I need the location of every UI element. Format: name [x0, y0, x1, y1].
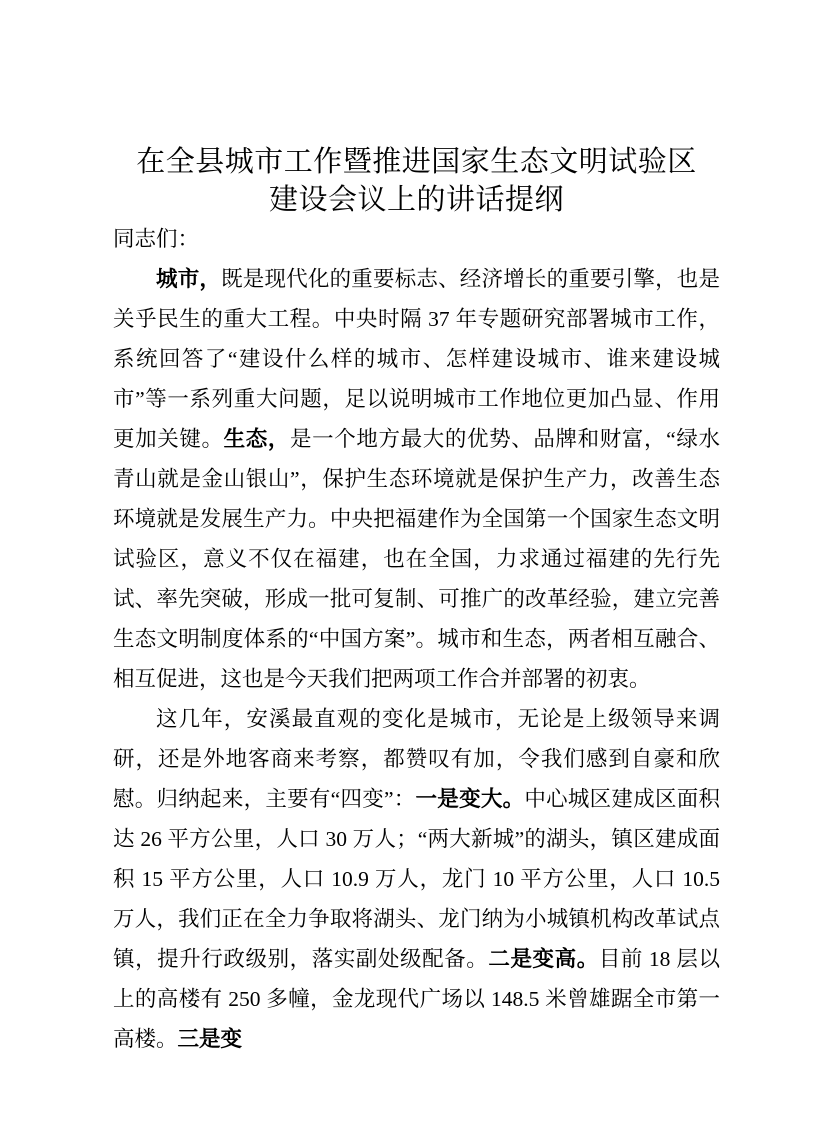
document-title [113, 143, 720, 219]
paragraph [113, 699, 720, 1059]
bold-run: 一是变大。 [415, 787, 525, 811]
text-run: 既是现代化的重要标志、经济增长的重要引擎，也是关乎民生的重大工程。中央时隔 37 年专题研究部署城市工作，系统回答了“建设什么样的城市、怎样建设城市、谁来建设城市”等一系列重大问题，足以说明城市工作地位更加凸显、作用更加关键。 [113, 267, 720, 451]
salutation: 同志们： [113, 227, 200, 251]
title-line-2: 建设会议上的讲话提纲 [268, 184, 564, 216]
text-run: 中心城区建成区面积达 26 平方公里，人口 30 万人；“两大新城”的湖头，镇区建成面积 15 平方公里，人口 10.9 万人，龙门 10 平方公里，人口 10.5 万人，我们正在全力争取将湖头、龙门纳为小城镇机构改革试点镇，提升行政级别，落实副处级配备。 [113, 787, 720, 971]
document-body [113, 259, 720, 1059]
text-run: 这几年，安溪最直观的变化是城市，无论是上级领导来调研，还是外地客商来考察，都赞叹有加，令我们感到自豪和欣慰。归纳起来，主要有“四变”： [113, 707, 720, 811]
text-run: 是一个地方最大的优势、品牌和财富，“绿水青山就是金山银山”，保护生态环境就是保护生产力，改善生态环境就是发展生产力。中央把福建作为全国第一个国家生态文明试验区，意义不仅在福建，也在全国，力求通过福建的先行先试、率先突破，形成一批可复制、可推广的改革经验，建立完善生态文明制度体系的“中国方案”。城市和生态，两者相互融合、相互促进，这也是今天我们把两项工作合并部署的初衷。 [113, 427, 720, 691]
bold-run: 城市， [156, 267, 222, 291]
bold-run: 三是变 [177, 1027, 243, 1051]
text-run: 目前 18 层以上的高楼有 250 多幢，金龙现代广场以 148.5 米曾雄踞全市第一高楼。 [113, 947, 720, 1051]
title-line-1: 在全县城市工作暨推进国家生态文明试验区 [136, 146, 697, 178]
bold-run: 二是变高。 [488, 947, 599, 971]
paragraph [113, 259, 720, 699]
bold-run: 生态， [223, 427, 291, 451]
